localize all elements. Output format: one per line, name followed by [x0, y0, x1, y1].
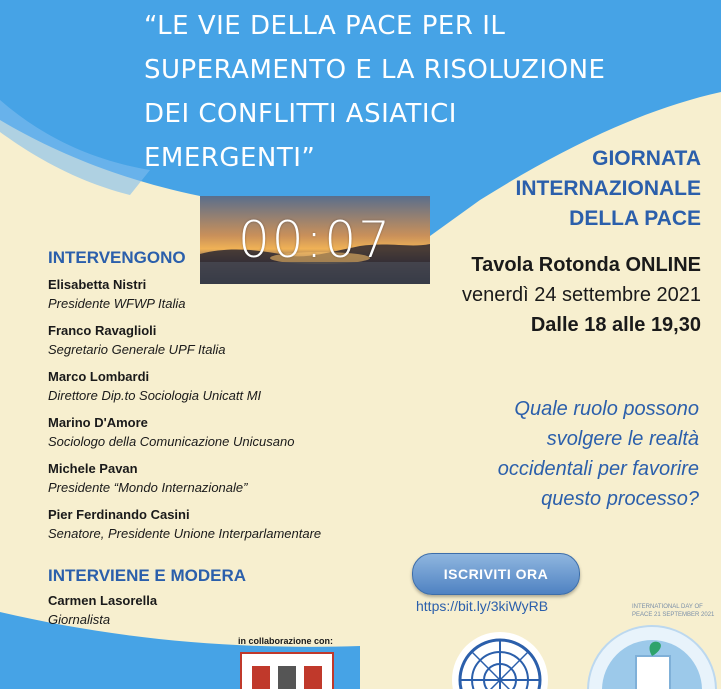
question-line: svolgere le realtà: [546, 428, 699, 450]
peace-day-line: GIORNATA: [592, 147, 701, 170]
speaker-name: Marco Lombardi: [48, 369, 150, 384]
speaker-role: Presidente “Mondo Internazionale”: [48, 480, 248, 495]
title-line: SUPERAMENTO E LA RISOLUZIONE: [144, 55, 606, 85]
collaboration-label: in collaborazione con:: [238, 636, 334, 646]
title-line: DEI CONFLITTI ASIATICI: [144, 99, 457, 129]
speaker-item: [48, 276, 408, 322]
speaker-role: Direttore Dip.to Sociologia Unicatt MI: [48, 388, 262, 403]
question-line: questo processo?: [541, 488, 699, 510]
peace-day-heading: [461, 144, 701, 234]
speaker-item: [48, 460, 408, 506]
peace-day-caption: INTERNATIONAL DAY OF PEACE 21 SEPTEMBER 2021: [632, 604, 715, 618]
event-date: venerdì 24 settembre 2021: [461, 284, 701, 306]
question-line: Quale ruolo possono: [514, 398, 699, 420]
peace-day-line: INTERNAZIONALE: [515, 177, 701, 200]
speaker-item: [48, 322, 408, 368]
partner-logo: [240, 652, 334, 689]
speaker-name: Michele Pavan: [48, 461, 138, 476]
moderator-item: [48, 592, 348, 638]
speaker-role: Senatore, Presidente Unione Interparlamentare: [48, 526, 322, 541]
register-button[interactable]: ISCRIVITI ORA: [412, 553, 580, 595]
event-details: [401, 250, 701, 340]
speakers-list: [48, 276, 408, 552]
peace-day-line: DELLA PACE: [569, 207, 701, 230]
united-nations-logo-icon: [438, 622, 562, 689]
speaker-role: Sociologo della Comunicazione Unicusano: [48, 434, 295, 449]
speaker-item: [48, 368, 408, 414]
video-timer-overlay: [200, 196, 430, 284]
speaker-name: Franco Ravaglioli: [48, 323, 157, 338]
speakers-heading: INTERVENGONO: [48, 248, 186, 267]
event-time: Dalle 18 alle 19,30: [530, 314, 701, 336]
speaker-item: [48, 506, 408, 552]
speaker-name: Marino D'Amore: [48, 415, 148, 430]
event-format: Tavola Rotonda ONLINE: [471, 254, 701, 276]
speaker-role: Segretario Generale UPF Italia: [48, 342, 226, 357]
title-line: EMERGENTI”: [144, 143, 316, 173]
speaker-item: [48, 414, 408, 460]
speaker-name: Pier Ferdinando Casini: [48, 507, 190, 522]
title-line: “LE VIE DELLA PACE PER IL: [144, 11, 506, 41]
moderator-role: Giornalista: [48, 612, 111, 627]
register-link[interactable]: https://bit.ly/3kiWyRB: [416, 598, 549, 614]
question-line: occidentali per favorire: [497, 458, 699, 480]
timer-value: 00:07: [237, 211, 393, 269]
speaker-role: Presidente WFWP Italia: [48, 296, 186, 311]
peace-day-logo-icon: [580, 610, 721, 689]
question-text: [399, 394, 699, 514]
speaker-name: Elisabetta Nistri: [48, 277, 147, 292]
moderator-heading: INTERVIENE E MODERA: [48, 566, 247, 585]
moderator-name: Carmen Lasorella: [48, 593, 158, 608]
